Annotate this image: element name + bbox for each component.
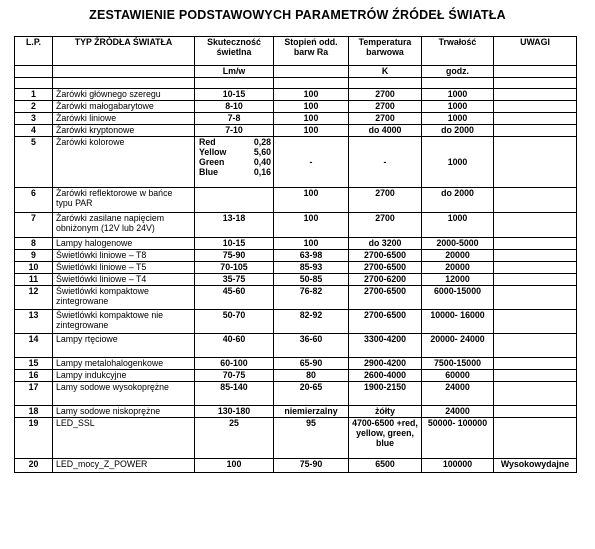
row-cri: - [274, 137, 349, 188]
row-note [494, 188, 577, 213]
row-note [494, 101, 577, 113]
row-note [494, 89, 577, 101]
table-row [15, 370, 577, 382]
header-lp: L.P. [15, 37, 53, 66]
row-life: 12000 [422, 274, 494, 286]
table-row [15, 101, 577, 113]
row-life: 10000- 16000 [422, 310, 494, 334]
row-efficacy: 45-60 [195, 286, 274, 310]
color-name: Red [199, 137, 216, 147]
row-life: 1000 [422, 113, 494, 125]
row-life: 7500-15000 [422, 358, 494, 370]
row-lp: 5 [15, 137, 53, 188]
row-efficacy: 130-180 [195, 406, 274, 418]
table-row [15, 358, 577, 370]
row-life: 1000 [422, 137, 494, 188]
row-cri: 65-90 [274, 358, 349, 370]
color-ratio-item [199, 147, 271, 157]
row-name: LED_SSL [53, 418, 195, 459]
row-temp: 2700-6500 [349, 286, 422, 310]
spacer-row [15, 78, 577, 89]
row-efficacy: 25 [195, 418, 274, 459]
row-lp: 7 [15, 213, 53, 238]
color-name: Yellow [199, 147, 227, 157]
color-value: 0,16 [253, 167, 271, 177]
row-note [494, 310, 577, 334]
row-temp: 6500 [349, 459, 422, 473]
row-name: Świetlówki liniowe – T5 [53, 262, 195, 274]
row-name: Lamy sodowe niskoprężne [53, 406, 195, 418]
row-note [494, 137, 577, 188]
row-efficacy: 10-15 [195, 89, 274, 101]
row-note [494, 286, 577, 310]
table-row [15, 262, 577, 274]
row-lp: 11 [15, 274, 53, 286]
row-life: 20000- 24000 [422, 334, 494, 358]
row-temp: 2700 [349, 89, 422, 101]
row-life: 2000-5000 [422, 238, 494, 250]
color-ratio-item [199, 167, 271, 177]
row-temp: - [349, 137, 422, 188]
table-row [15, 382, 577, 406]
row-temp: 3300-4200 [349, 334, 422, 358]
color-name: Green [199, 157, 225, 167]
row-note [494, 113, 577, 125]
row-efficacy: 70-75 [195, 370, 274, 382]
row-cri: 20-65 [274, 382, 349, 406]
row-life: do 2000 [422, 188, 494, 213]
row-efficacy: 7-8 [195, 113, 274, 125]
row-lp: 18 [15, 406, 53, 418]
row-efficacy: 40-60 [195, 334, 274, 358]
row-name: Żarówki kryptonowe [53, 125, 195, 137]
row-name: Żarówki małogabarytowe [53, 101, 195, 113]
header-row [15, 37, 577, 66]
row-cri: 50-85 [274, 274, 349, 286]
row-temp: 2700-6500 [349, 262, 422, 274]
table-row [15, 113, 577, 125]
table-row [15, 459, 577, 473]
table-row [15, 286, 577, 310]
row-cri: 63-98 [274, 250, 349, 262]
row-name: LED_mocy_Z_POWER [53, 459, 195, 473]
row-temp: do 3200 [349, 238, 422, 250]
table-row [15, 406, 577, 418]
row-lp: 9 [15, 250, 53, 262]
units-row [15, 66, 577, 78]
row-temp: 4700-6500 +red, yellow, green, blue [349, 418, 422, 459]
row-cri: niemierzalny [274, 406, 349, 418]
row-cri: 100 [274, 188, 349, 213]
color-name: Blue [199, 167, 219, 177]
color-value: 0,28 [253, 137, 271, 147]
row-cri: 82-92 [274, 310, 349, 334]
row-life: 50000- 100000 [422, 418, 494, 459]
row-efficacy: 13-18 [195, 213, 274, 238]
row-name: Świetlówki kompaktowe nie zintegrowane [53, 310, 195, 334]
header-temp: Temperatura barwowa [349, 37, 422, 66]
row-cri: 95 [274, 418, 349, 459]
header-life: Trwałość [422, 37, 494, 66]
row-life: 6000-15000 [422, 286, 494, 310]
table-row [15, 250, 577, 262]
row-efficacy: 10-15 [195, 238, 274, 250]
row-temp: 2700 [349, 188, 422, 213]
parameters-table [14, 36, 577, 473]
row-note [494, 370, 577, 382]
row-cri: 100 [274, 101, 349, 113]
row-life: 60000 [422, 370, 494, 382]
table-row [15, 89, 577, 101]
header-type: TYP ŹRÓDŁA ŚWIATŁA [53, 37, 195, 66]
row-life: 1000 [422, 213, 494, 238]
row-temp: do 4000 [349, 125, 422, 137]
row-temp: 2600-4000 [349, 370, 422, 382]
row-note [494, 406, 577, 418]
row-efficacy: 50-70 [195, 310, 274, 334]
row-note [494, 274, 577, 286]
table-body [15, 89, 577, 473]
row-cri: 100 [274, 238, 349, 250]
row-lp: 10 [15, 262, 53, 274]
row-note [494, 382, 577, 406]
row-efficacy: 8-10 [195, 101, 274, 113]
row-lp: 19 [15, 418, 53, 459]
color-value: 5,60 [253, 147, 271, 157]
row-cri: 36-60 [274, 334, 349, 358]
row-lp: 16 [15, 370, 53, 382]
row-temp: 2700-6500 [349, 310, 422, 334]
row-temp: 2700 [349, 101, 422, 113]
row-efficacy [195, 137, 274, 188]
row-efficacy: 100 [195, 459, 274, 473]
table-row [15, 334, 577, 358]
header-notes: UWAGI [494, 37, 577, 66]
row-lp: 17 [15, 382, 53, 406]
row-lp: 8 [15, 238, 53, 250]
row-life: do 2000 [422, 125, 494, 137]
table-row [15, 238, 577, 250]
row-life: 20000 [422, 262, 494, 274]
row-lp: 1 [15, 89, 53, 101]
row-temp: 2900-4200 [349, 358, 422, 370]
row-lp: 4 [15, 125, 53, 137]
row-temp: żółty [349, 406, 422, 418]
row-lp: 6 [15, 188, 53, 213]
row-life: 1000 [422, 101, 494, 113]
row-lp: 15 [15, 358, 53, 370]
row-note [494, 262, 577, 274]
row-name: Lampy indukcyjne [53, 370, 195, 382]
row-cri: 85-93 [274, 262, 349, 274]
row-note [494, 334, 577, 358]
color-ratio-item [199, 137, 271, 147]
row-lp: 2 [15, 101, 53, 113]
table-row [15, 418, 577, 459]
row-efficacy [195, 188, 274, 213]
table-row [15, 137, 577, 188]
table-row [15, 310, 577, 334]
row-temp: 2700 [349, 113, 422, 125]
row-name: Świetlówki liniowe – T8 [53, 250, 195, 262]
row-note [494, 250, 577, 262]
row-life: 100000 [422, 459, 494, 473]
row-cri: 100 [274, 125, 349, 137]
row-name: Lampy halogenowe [53, 238, 195, 250]
row-cri: 76-82 [274, 286, 349, 310]
row-name: Żarówki kolorowe [53, 137, 195, 188]
row-name: Świetlówki liniowe – T4 [53, 274, 195, 286]
row-lp: 12 [15, 286, 53, 310]
row-efficacy: 70-105 [195, 262, 274, 274]
row-name: Lampy rtęciowe [53, 334, 195, 358]
row-note [494, 125, 577, 137]
header-cri: Stopień odd. barw Ra [274, 37, 349, 66]
table-row [15, 188, 577, 213]
row-efficacy: 75-90 [195, 250, 274, 262]
row-name: Lamy sodowe wysokoprężne [53, 382, 195, 406]
unit-temp: K [349, 66, 422, 78]
table-row [15, 125, 577, 137]
document-title: ZESTAWIENIE PODSTAWOWYCH PARAMETRÓW ŹRÓDEŁ ŚWIATŁA [89, 8, 506, 22]
row-name: Żarówki głównego szeregu [53, 89, 195, 101]
row-name: Żarówki reflektorowe w bańce typu PAR [53, 188, 195, 213]
row-cri: 100 [274, 89, 349, 101]
row-lp: 13 [15, 310, 53, 334]
row-name: Lampy metalohalogenkowe [53, 358, 195, 370]
row-lp: 3 [15, 113, 53, 125]
row-cri: 100 [274, 213, 349, 238]
row-life: 24000 [422, 406, 494, 418]
row-efficacy: 35-75 [195, 274, 274, 286]
row-note [494, 418, 577, 459]
row-life: 1000 [422, 89, 494, 101]
color-ratio-item [199, 157, 271, 167]
color-value: 0,40 [253, 157, 271, 167]
row-efficacy: 85-140 [195, 382, 274, 406]
table-row [15, 274, 577, 286]
row-life: 20000 [422, 250, 494, 262]
row-note [494, 358, 577, 370]
row-efficacy: 7-10 [195, 125, 274, 137]
row-name: Żarówki zasilane napięciem obniżonym (12V lub 24V) [53, 213, 195, 238]
row-lp: 20 [15, 459, 53, 473]
row-temp: 2700-6200 [349, 274, 422, 286]
row-temp: 2700-6500 [349, 250, 422, 262]
table-row [15, 213, 577, 238]
row-note: Wysokowydajne [494, 459, 577, 473]
row-temp: 2700 [349, 213, 422, 238]
row-life: 24000 [422, 382, 494, 406]
row-name: Świetlówki kompaktowe zintegrowane [53, 286, 195, 310]
row-name: Żarówki liniowe [53, 113, 195, 125]
row-lp: 14 [15, 334, 53, 358]
header-efficacy: Skuteczność świetlna [195, 37, 274, 66]
row-cri: 100 [274, 113, 349, 125]
row-note [494, 238, 577, 250]
row-temp: 1900-2150 [349, 382, 422, 406]
row-efficacy: 60-100 [195, 358, 274, 370]
row-cri: 75-90 [274, 459, 349, 473]
unit-life: godz. [422, 66, 494, 78]
unit-efficacy: Lm/w [195, 66, 274, 78]
row-note [494, 213, 577, 238]
row-cri: 80 [274, 370, 349, 382]
